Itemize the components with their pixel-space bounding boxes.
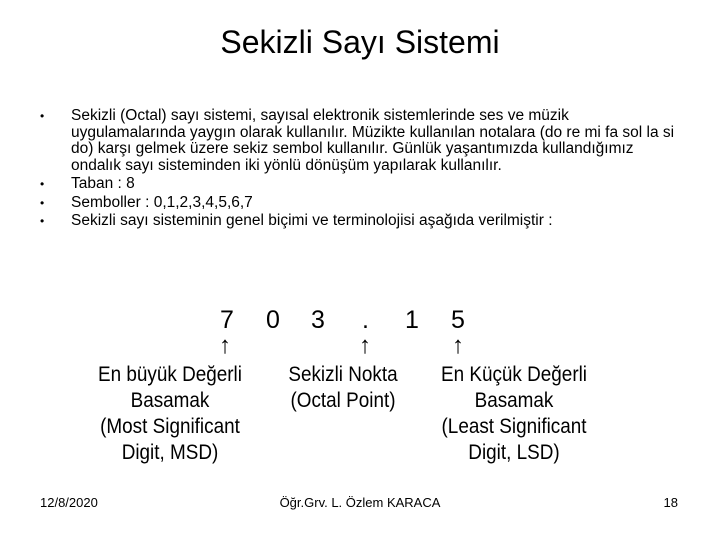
point-label-line: Sekizli Nokta: [288, 363, 398, 386]
lsd-label-line: Basamak: [474, 389, 554, 412]
bullet-item: [40, 108, 680, 174]
bullet-item: [40, 213, 680, 230]
lsd-label: [433, 362, 595, 466]
bullet-text: Sekizli (Octal) sayı sistemi, sayısal elektronik sistemlerinde ses ve müzik uygulamalarında yaygın olarak kullanılır. Müzikte kullanılan notalara (do re mi fa sol la si do) karşı gelmek üzere sekiz sembol kullanılır. Günlük yaşantımızda kullandığımız ondalık sayı sisteminden iki yönlü dönüşüm yapılarak kullanılır.: [71, 107, 675, 174]
lsd-label-line: (Least Significant: [441, 415, 587, 438]
digit-1: 1: [405, 306, 419, 334]
msd-label-line: Digit, MSD): [121, 441, 219, 464]
arrow-up-icon: ↑: [219, 332, 231, 359]
bullet-item: [40, 195, 680, 212]
bullet-list: [40, 108, 680, 232]
point-label-line: (Octal Point): [290, 389, 396, 412]
arrow-up-icon: ↑: [359, 332, 371, 359]
lsd-label-line: Digit, LSD): [468, 441, 560, 464]
footer-page-number: 18: [663, 495, 678, 510]
bullet-dot: •: [40, 177, 45, 191]
footer-author: Öğr.Grv. L. Özlem KARACA: [279, 495, 441, 510]
bullet-dot: •: [40, 109, 45, 123]
bullet-text: Semboller : 0,1,2,3,4,5,6,7: [71, 193, 253, 211]
msd-label-line: (Most Significant: [100, 415, 240, 438]
digit-7: 7: [220, 306, 234, 334]
lsd-label-line: En Küçük Değerli: [440, 363, 588, 386]
bullet-dot: •: [40, 214, 45, 228]
digit-3: 3: [311, 306, 325, 334]
bullet-text: Sekizli sayı sisteminin genel biçimi ve terminolojisi aşağıda verilmiştir :: [71, 212, 553, 229]
msd-label-line: Basamak: [130, 389, 210, 412]
octal-point: .: [362, 306, 369, 334]
footer-date: 12/8/2020: [40, 495, 98, 510]
bullet-text: Taban : 8: [71, 175, 135, 192]
msd-label: [89, 362, 251, 466]
digit-0: 0: [266, 306, 280, 334]
slide-title: Sekizli Sayı Sistemi: [220, 24, 500, 60]
arrow-up-icon: ↑: [452, 332, 464, 359]
bullet-item: [40, 176, 680, 193]
msd-label-line: En büyük Değerli: [98, 363, 242, 386]
octal-point-label: [276, 362, 411, 414]
bullet-dot: •: [40, 195, 45, 210]
digit-5: 5: [451, 306, 465, 334]
